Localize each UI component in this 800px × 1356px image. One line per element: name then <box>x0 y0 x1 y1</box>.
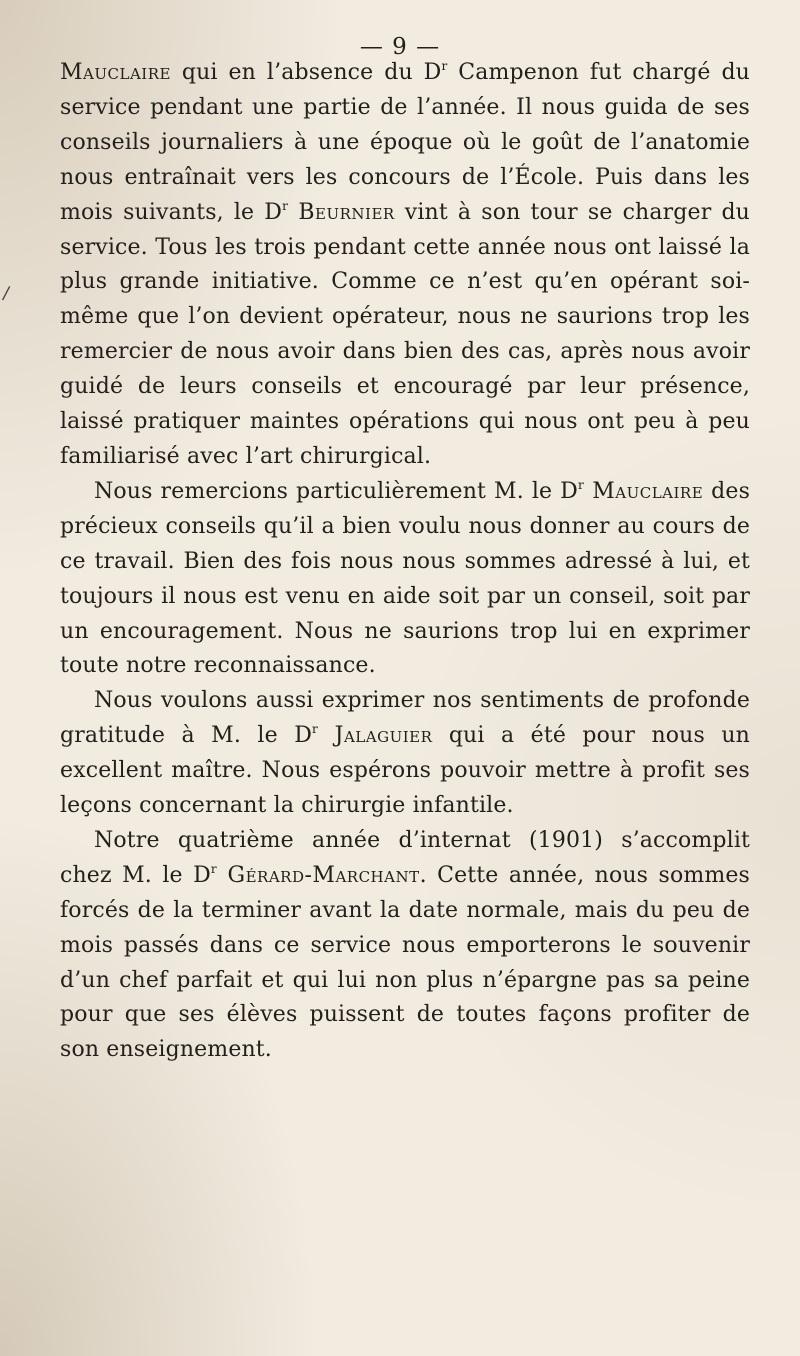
body-text <box>60 56 750 1068</box>
text-run: Campenon fut chargé du service pendant une partie de l’année. Il nous guida de ses conseils journaliers à une époque où le goût de l’anatomie nous entraînait vers les concours de l’École. Puis dans les mois suivants, le D <box>60 60 750 225</box>
text-run: qui a été pour nous un excellent maître. Nous espérons pouvoir mettre à profit ses leçons concernant la chirurgie infantile. <box>60 723 750 819</box>
doctor-superscript: r <box>311 722 318 737</box>
paragraph-2 <box>60 475 750 684</box>
surname-beurnier: Beurnier <box>287 199 395 225</box>
text-run: vint à son tour se charger du service. Tous les trois pendant cette année nous ont laissé la plus grande initiative. Comme ce n’est qu’en opérant soi-même que l’on devient opérateur, nous ne saurions trop les remercier de nous avoir dans bien des cas, après nous avoir guidé de leurs conseils et encouragé par leur présence, laissé pratiquer maintes opérations qui nous ont peu à peu familiarisé avec l’art chirurgical. <box>60 199 750 469</box>
doctor-superscript: r <box>282 198 288 213</box>
text-run: Notre quatrième année d’internat (1901) s’accomplit chez M. le D <box>60 827 750 888</box>
paragraph-1 <box>60 56 750 475</box>
surname-mauclaire: Mauclaire <box>583 478 704 504</box>
surname-mauclaire: Mauclaire <box>60 60 171 85</box>
surname-jalaguier: Jalaguier <box>317 723 433 749</box>
margin-mark: / <box>1 282 11 305</box>
doctor-superscript: r <box>210 861 217 876</box>
paragraph-4 <box>60 824 750 1068</box>
text-run: . Cette année, nous sommes forcés de la terminer avant la date normale, mais du peu de mois passés dans ce service nous emporterons le souvenir d’un chef parfait et qui lui non plus n’épargne pas sa peine pour que ses élèves puissent de toutes façons profiter de son enseignement. <box>60 862 750 1063</box>
page-number: — 9 — <box>359 34 441 60</box>
text-run: Nous voulons aussi exprimer nos sentiments de profonde gratitude à M. le D <box>60 688 750 749</box>
surname-gerard-marchant: Gérard-Marchant <box>216 862 420 888</box>
text-run: Nous remercions particulièrement M. le D <box>94 478 578 504</box>
doctor-superscript: r <box>577 477 584 492</box>
paragraph-3 <box>60 684 750 824</box>
text-run: des précieux conseils qu’il a bien voulu nous donner au cours de ce travail. Bien des fois nous nous sommes adressé à lui, et toujours il nous est venu en aide soit par un conseil, soit par un encouragement. Nous ne saurions trop lui en exprimer toute notre reconnaissance. <box>60 478 751 679</box>
text-run: qui en l’absence du D <box>170 60 442 85</box>
doctor-superscript: r <box>441 59 448 73</box>
